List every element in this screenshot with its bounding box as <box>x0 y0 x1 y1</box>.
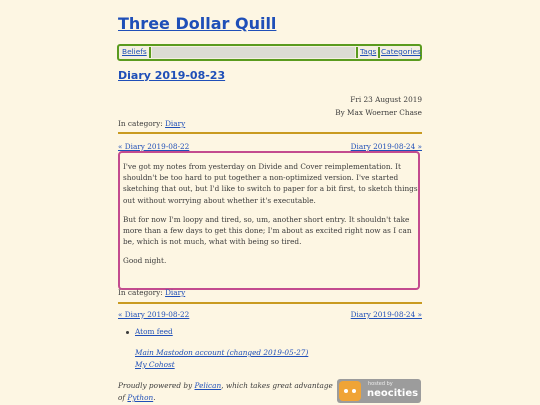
category-label: In category: <box>118 119 163 128</box>
divider <box>118 132 422 134</box>
post-paragraph: But for now I'm loopy and tired, so, um, another short entry. It shouldn't take more than a few days to get this done; I'm about as excited right now as I can be, which is not much, what with being so tired. <box>123 214 412 247</box>
python-link[interactable]: Python <box>127 393 154 402</box>
next-post-link[interactable]: Diary 2019-08-24 » <box>350 310 422 319</box>
nav-separator <box>378 47 380 58</box>
powered-text: , which takes great advantage of <box>118 381 333 402</box>
atom-feed-link[interactable]: Atom feed <box>135 327 173 336</box>
site-title-link[interactable]: Three Dollar Quill <box>118 14 277 33</box>
post-author: By Max Woerner Chase <box>335 108 422 117</box>
post-title-link[interactable]: Diary 2019-08-23 <box>118 69 226 82</box>
nav-tags-link[interactable]: Tags <box>360 47 377 56</box>
nav-separator <box>149 47 151 58</box>
post-category-top <box>118 119 185 128</box>
nav-categories-link[interactable]: Categories <box>381 47 421 56</box>
post-body <box>118 151 420 290</box>
nav-bar <box>117 44 422 61</box>
nav-beliefs-link[interactable]: Beliefs <box>122 47 147 56</box>
category-label: In category: <box>118 288 163 297</box>
pelican-link[interactable]: Pelican <box>194 381 222 390</box>
neocities-cat-icon <box>339 381 361 401</box>
category-link[interactable]: Diary <box>165 288 186 297</box>
post-date: Fri 23 August 2019 <box>350 95 422 104</box>
social-links <box>135 347 308 371</box>
badge-neocities: neocities <box>367 388 419 399</box>
next-post-link[interactable]: Diary 2019-08-24 » <box>350 142 422 151</box>
category-link[interactable]: Diary <box>165 119 186 128</box>
cohost-link[interactable]: My Cohost <box>135 360 175 369</box>
powered-text: . <box>153 393 156 402</box>
post-paragraph: I've got my notes from yesterday on Divide and Cover reimplementation. It shouldn't be too hard to put together a non-optimized version. I've started sketching that out, but I'd like to switch to paper for a bit first, to sketch things out without worrying about whether it's executable. <box>123 162 418 205</box>
prev-post-link[interactable]: « Diary 2019-08-22 <box>118 310 190 319</box>
divider <box>118 302 422 304</box>
post-nav-top <box>118 142 422 151</box>
feed-list <box>126 327 173 336</box>
powered-by <box>118 380 333 404</box>
post-nav-bottom <box>118 310 422 319</box>
nav-spacer <box>152 47 355 58</box>
powered-text: Proudly powered by <box>118 381 195 390</box>
mastodon-link[interactable]: Main Mastodon account (changed 2019-05-27) <box>135 348 309 357</box>
badge-hosted-by: hosted by <box>368 381 393 387</box>
nav-separator <box>356 47 358 58</box>
prev-post-link[interactable]: « Diary 2019-08-22 <box>118 142 190 151</box>
bullet-icon <box>126 331 129 334</box>
neocities-badge[interactable] <box>337 379 421 403</box>
post-paragraph: Good night. <box>123 256 167 266</box>
post-category-bottom <box>118 288 185 297</box>
